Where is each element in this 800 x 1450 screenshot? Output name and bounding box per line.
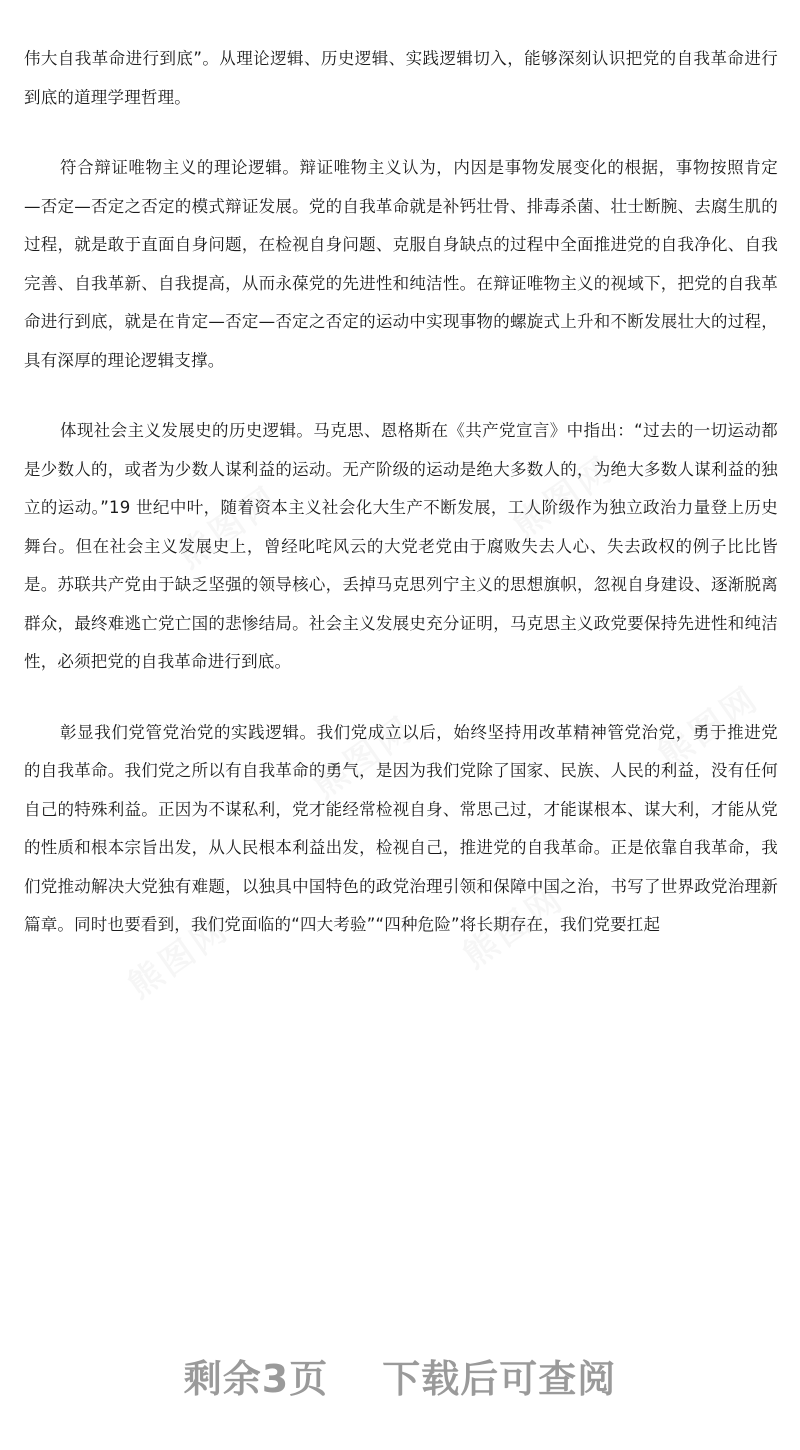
document-body: [24, 40, 778, 945]
paragraph-intro: 伟大自我革命进行到底”。从理论逻辑、历史逻辑、实践逻辑切入，能够深刻认识把党的自我革命进行到底的道理学理哲理。: [24, 49, 778, 107]
download-banner[interactable]: [0, 1348, 800, 1403]
paragraph-practical-logic: 彰显我们党管党治党的实践逻辑。我们党成立以后，始终坚持用改革精神管党治党，勇于推进党的自我革命。我们党之所以有自我革命的勇气，是因为我们党除了国家、民族、人民的利益，没有任何自己的特殊利益。正因为不谋私利，党才能经常检视自身、常思己过，才能谋根本、谋大利，才能从党的性质和根本宗旨出发，从人民根本利益出发，检视自己，推进党的自我革命。正是依靠自我革命，我们党推动解决大党独有难题，以独具中国特色的政党治理引领和保障中国之治，书写了世界政党治理新篇章。同时也要看到，我们党面临的“四大考验”“四种危险”将长期存在，我们党要扛起: [24, 722, 778, 934]
paragraph-theoretical-logic: 符合辩证唯物主义的理论逻辑。辩证唯物主义认为，内因是事物发展变化的根据，事物按照肯定—否定—否定之否定的模式辩证发展。党的自我革命就是补钙壮骨、排毒杀菌、壮士断腕、去腐生肌的过程，就是敢于直面自身问题，在检视自身问题、克服自身缺点的过程中全面推进党的自我净化、自我完善、自我革新、自我提高，从而永葆党的先进性和纯洁性。在辩证唯物主义的视域下，把党的自我革命进行到底，就是在肯定—否定—否定之否定的运动中实现事物的螺旋式上升和不断发展壮大的过程，具有深厚的理论逻辑支撑。: [24, 158, 778, 370]
download-to-view-label: 下载后可查阅: [382, 1357, 617, 1401]
remaining-pages-label: 剩余3页: [183, 1357, 329, 1401]
paragraph-historical-logic: 体现社会主义发展史的历史逻辑。马克思、恩格斯在《共产党宣言》中指出：“过去的一切运动都是少数人的，或者为少数人谋利益的运动。无产阶级的运动是绝大多数人的，为绝大多数人谋利益的独立的运动。”19 世纪中叶，随着资本主义社会化大生产不断发展，工人阶级作为独立政治力量登上历史舞台。但在社会主义发展史上，曾经叱咤风云的大党老党由于腐败失去人心、失去政权的例子比比皆是。苏联共产党由于缺乏坚强的领导核心，丢掉马克思列宁主义的思想旗帜，忽视自身建设、逐渐脱离群众，最终难逃亡党亡国的悲惨结局。社会主义发展史充分证明，马克思主义政党要保持先进性和纯洁性，必须把党的自我革命进行到底。: [24, 421, 778, 671]
